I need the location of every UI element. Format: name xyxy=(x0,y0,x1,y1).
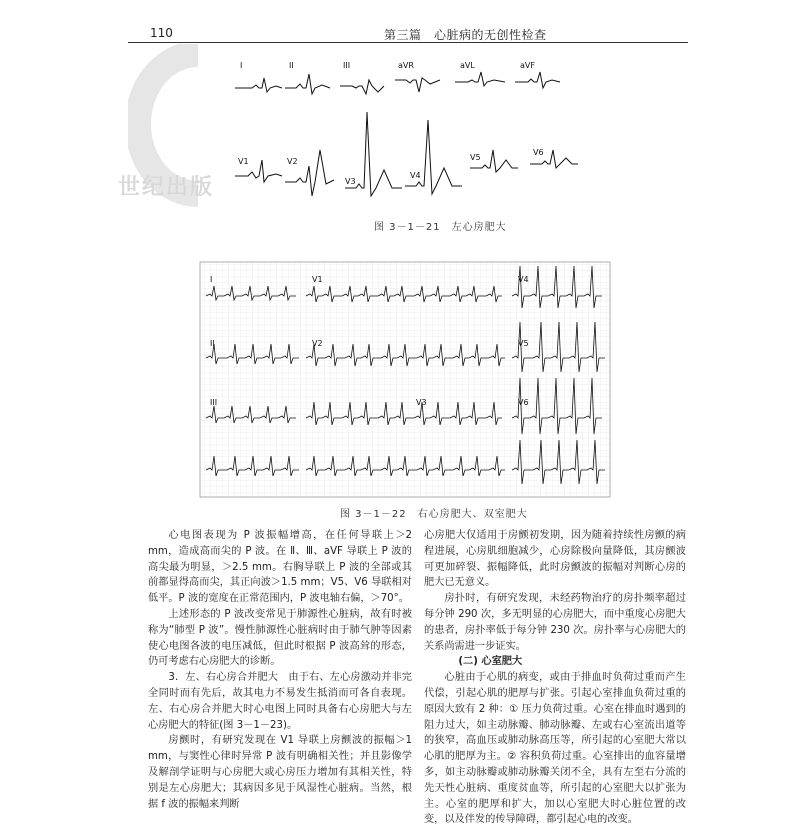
fig2-label-V1: V1 xyxy=(312,275,323,284)
fig2-label-V4: V4 xyxy=(518,275,529,284)
fig2-label-II: II xyxy=(210,339,215,348)
right-paragraph-2: 房扑时，有研究发现，未经药物治疗的房扑频率超过每分钟 290 次，多无明显的心房肥大，而中重度心房肥大的患者，房扑率低于每分钟 230 次。房扑率与心房肥大的关系尚需进一步证实。 xyxy=(424,593,686,652)
right-paragraph-1: 心房肥大仅适用于房颤初发期，因为随着持续性房颤的病程进展，心房肌细胞减少，心房除极向量降低，其房颤波可更加碎裂、振幅降低，此时房颤波的振幅对判断心房的肥大已无意义。 xyxy=(424,530,686,589)
fig1-trace-V4 xyxy=(405,120,462,194)
figure1-traces xyxy=(235,72,578,196)
watermark-text: 世纪出版 xyxy=(118,175,215,200)
right-column xyxy=(424,528,686,828)
left-paragraph-1: 心电图表现为 P 波振幅增高，在任何导联上＞2 mm，造成高而尖的 P 波。在 Ⅱ、Ⅲ、aVF 导联上 P 波的高尖最为明显，＞2.5 mm。右胸导联上 P 波的全部或其前都显得高而尖，其正向波＞1.5 mm；V5、V6 导联相对低平。P 波的宽度在正常范围内，P 波电轴右偏，＞70°。 xyxy=(148,530,412,605)
fig1-lead-V2: V2 xyxy=(287,157,298,166)
fig1-lead-V1: V1 xyxy=(238,157,249,166)
fig1-lead-aVF: aVF xyxy=(520,61,535,70)
fig1-lead-V3: V3 xyxy=(345,177,356,186)
fig2-label-III: III xyxy=(210,398,218,407)
fig1-trace-II xyxy=(285,74,330,94)
fig2-label-V6: V6 xyxy=(518,398,529,407)
fig1-lead-V5: V5 xyxy=(470,153,481,162)
figure1-caption: 图 3－1－21 左心房肥大 xyxy=(374,222,507,233)
fig1-trace-III xyxy=(340,80,384,94)
running-head: 第三篇 心脏病的无创性检查 xyxy=(384,28,547,42)
fig2-label-V3: V3 xyxy=(416,398,427,407)
figure2-grid-panel xyxy=(200,262,610,497)
fig1-lead-II: II xyxy=(289,61,294,70)
figure2-caption: 图 3－1－22 右心房肥大、双室肥大 xyxy=(340,509,528,520)
fig1-lead-V6: V6 xyxy=(533,148,544,157)
figure1-lead-labels xyxy=(238,61,544,186)
fig1-lead-V4: V4 xyxy=(410,171,421,180)
fig2-label-I: I xyxy=(210,275,213,284)
left-paragraph-3: 3．左、右心房合并肥大 由于右、左心房激动并非完全同时而有先后，故其电力不易发生抵消而可各自表现。左、右心房合并肥大时心电图上同时具备右心房肥大与左心房肥大的特征(图 3－1－23)。 xyxy=(148,672,412,731)
fig1-trace-aVL xyxy=(455,72,505,86)
fig2-label-V5: V5 xyxy=(518,339,529,348)
fig1-lead-aVL: aVL xyxy=(460,61,475,70)
fig1-trace-aVF xyxy=(515,72,560,88)
fig1-trace-aVR xyxy=(395,78,440,92)
left-paragraph-2: 上述形态的 P 波改变常见于肺源性心脏病，故有时被称为“肺型 P 波”。慢性肺源性心脏病时由于肺气肿等因素使心电图各波的电压减低，但此时根据 P 波高耸的形态，仍可考虑右心房肥大的诊断。 xyxy=(148,608,412,668)
fig2-label-V2: V2 xyxy=(312,339,323,348)
fig1-lead-III: III xyxy=(343,61,351,70)
fig1-trace-I xyxy=(235,78,282,92)
page-number: 110 xyxy=(150,26,173,40)
right-paragraph-3: 心脏由于心肌的病变，或由于排血时负荷过重而产生代偿，引起心肌的肥厚与扩张。引起心室排血负荷过重的原因大致有 2 种：① 压力负荷过重。心室在排血时遇到的阻力过大，如主动脉瓣、肺动脉瓣、左或右心室流出道等的狭窄，高血压或肺动脉高压等，所引起的心室肥大常以心肌的肥厚为主。② 容积负荷过重。心室排出的血容量增多，如主动脉瓣或肺动脉瓣关闭不全，具有左至右分流的先天性心脏病、重度贫血等，所引起的心室肥大以扩张为主。心室的肥厚和扩大，加以心室肥大时心脏位置的改变，以及伴发的传导障碍，都引起心电的改变。 xyxy=(424,672,686,826)
left-column xyxy=(148,528,412,812)
left-paragraph-4: 房颤时，有研究发现在 V1 导联上房颤波的振幅＞1 mm，与窦性心律时异常 P 波有明确相关性；并且影像学及解剖学证明与心房肥大或心房压力增加有其相关性，特别是左心房肥大；其病因多见于风湿性心脏病。当然，根据 f 波的振幅来判断 xyxy=(148,735,412,810)
fig1-lead-I: I xyxy=(240,61,243,70)
section-heading: (二) 心室肥大 xyxy=(458,656,523,668)
fig1-lead-aVR: aVR xyxy=(398,61,414,70)
